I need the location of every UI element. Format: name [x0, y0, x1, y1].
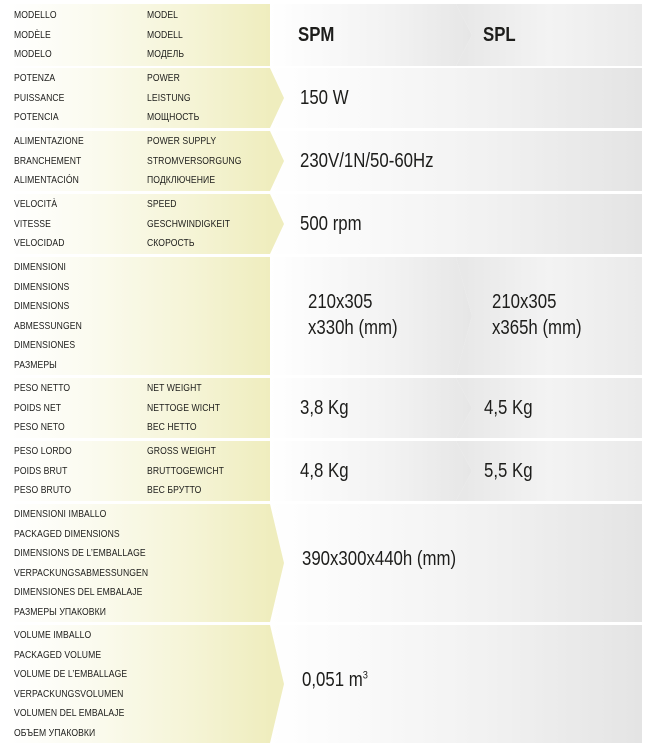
label-text: PESO NETO: [14, 421, 65, 433]
label-text: PACKAGED VOLUME: [14, 648, 102, 661]
label-column-a: [14, 505, 148, 622]
label-text: РАЗМЕРЫ УПАКОВКИ: [14, 605, 106, 618]
spm-dimensions-line2: x330h (mm): [308, 317, 398, 339]
label-text: NET WEIGHT: [147, 382, 202, 394]
label-text: DIMENSIONI: [14, 261, 67, 273]
packaged-dimensions-value: 390x300x440h (mm): [302, 548, 457, 570]
gross-weight-row: [8, 441, 642, 501]
label-text: BRANCHEMENT: [14, 154, 82, 167]
label-text: VELOCITÀ: [14, 198, 58, 210]
label-text: PESO BRUTO: [14, 484, 72, 496]
volume-unit-exponent: 3: [362, 669, 368, 682]
label-text: DIMENSIONES: [14, 339, 76, 351]
label-text: PESO LORDO: [14, 445, 72, 457]
power-value: 150 W: [300, 87, 349, 109]
label-text: MODELO: [14, 48, 52, 60]
label-text: ALIMENTAZIONE: [14, 135, 84, 147]
label-text: ВЕС НЕТТО: [147, 421, 197, 433]
label-text: DIMENSIONS: [14, 300, 70, 312]
label-text: СКОРОСТЬ: [147, 237, 195, 249]
label-text: ПОДКЛЮЧЕНИЕ: [147, 174, 216, 186]
label-text: PESO NETTO: [14, 382, 71, 394]
spl-net-weight: 4,5 Kg: [484, 397, 533, 419]
label-column-a: [14, 6, 57, 65]
label-text: DIMENSIONS: [14, 280, 70, 293]
label-text: NETTOGE WICHT: [147, 401, 221, 414]
label-text: VOLUMEN DEL EMBALAJE: [14, 707, 125, 719]
label-text: BRUTTOGEWICHT: [147, 464, 224, 477]
label-text: GESCHWINDIGKEIT: [147, 217, 231, 230]
dimensions-row: [8, 257, 642, 375]
model-spl-title: SPL: [483, 24, 516, 46]
label-column-b: [147, 6, 184, 65]
spm-gross-weight: 4,8 Kg: [300, 460, 349, 482]
spl-dimensions-line2: x365h (mm): [492, 317, 582, 339]
label-text: POIDS NET: [14, 401, 62, 414]
packaged-volume-value: [302, 667, 368, 693]
spl-gross-weight: 5,5 Kg: [484, 460, 533, 482]
label-text: MODEL: [147, 9, 179, 21]
label-text: VELOCIDAD: [14, 237, 65, 249]
label-column-b: [147, 195, 230, 254]
label-column-a: [14, 132, 84, 191]
label-text: POIDS BRUT: [14, 464, 68, 477]
label-text: STROMVERSORGUNG: [147, 154, 242, 167]
label-text: DIMENSIONS DE L’EMBALLAGE: [14, 547, 146, 559]
label-column-b: [147, 69, 199, 128]
label-text: ВЕС БРУТТО: [147, 484, 202, 496]
packaged-volume-row: [8, 625, 642, 743]
label-text: PACKAGED DIMENSIONS: [14, 527, 120, 540]
label-text: POTENZA: [14, 72, 56, 84]
label-text: POWER: [147, 72, 180, 84]
label-column-a: [14, 626, 127, 743]
model-spm-title: SPM: [298, 24, 335, 46]
label-text: VOLUME IMBALLO: [14, 629, 92, 641]
label-text: ОБЪЕМ УПАКОВКИ: [14, 726, 96, 739]
label-column-b: [147, 442, 224, 501]
label-text: GROSS WEIGHT: [147, 445, 216, 457]
label-text: DIMENSIONES DEL EMBALAJE: [14, 586, 143, 598]
power-supply-row: [8, 131, 642, 191]
label-text: VOLUME DE L’EMBALLAGE: [14, 668, 128, 680]
packaged-dimensions-row: [8, 504, 642, 622]
label-text: LEISTUNG: [147, 91, 191, 104]
label-text: PUISSANCE: [14, 91, 65, 104]
label-text: РАЗМЕРЫ: [14, 358, 57, 371]
power-supply-value: 230V/1N/50-60Hz: [300, 150, 434, 172]
power-row: [8, 68, 642, 128]
label-text: MODELL: [147, 28, 183, 41]
label-column-a: [14, 195, 65, 254]
speed-row: [8, 194, 642, 254]
label-text: МОДЕЛЬ: [147, 48, 185, 60]
label-column-b: [147, 379, 220, 438]
label-text: SPEED: [147, 198, 177, 210]
label-text: POTENCIA: [14, 111, 59, 123]
header-row: [8, 4, 642, 66]
label-column-a: [14, 258, 82, 375]
label-text: VERPACKUNGSABMESSUNGEN: [14, 566, 149, 579]
label-text: MODÈLE: [14, 28, 51, 41]
label-text: VITESSE: [14, 217, 51, 230]
volume-number: 0,051 m: [302, 669, 363, 691]
net-weight-row: [8, 378, 642, 438]
label-text: ALIMENTACIÓN: [14, 174, 79, 186]
label-column-b: [147, 132, 242, 191]
speed-value: 500 rpm: [300, 213, 362, 235]
label-column-a: [14, 69, 65, 128]
label-text: MODELLO: [14, 9, 57, 21]
label-column-a: [14, 442, 72, 501]
label-text: МОЩНОСТЬ: [147, 111, 200, 123]
label-text: POWER SUPPLY: [147, 135, 217, 147]
spm-net-weight: 3,8 Kg: [300, 397, 349, 419]
label-text: ABMESSUNGEN: [14, 319, 82, 332]
label-column-a: [14, 379, 70, 438]
spm-dimensions-line1: 210x305: [308, 291, 373, 313]
spl-dimensions-line1: 210x305: [492, 291, 557, 313]
label-text: DIMENSIONI IMBALLO: [14, 508, 107, 520]
label-text: VERPACKUNGSVOLUMEN: [14, 687, 124, 700]
